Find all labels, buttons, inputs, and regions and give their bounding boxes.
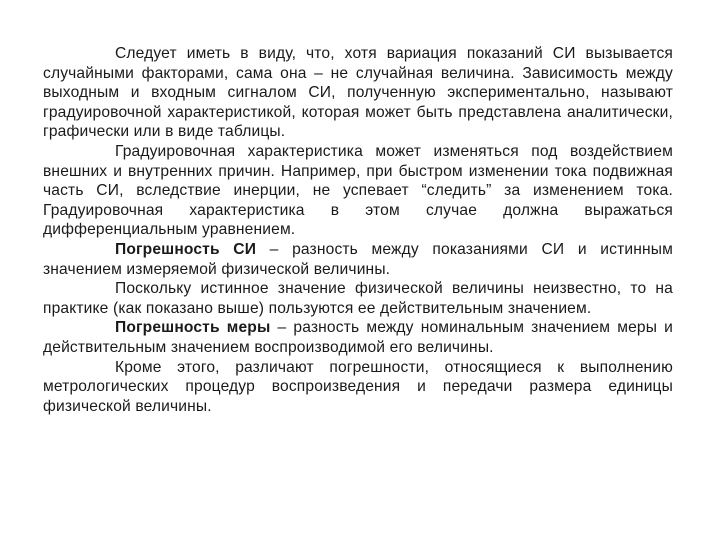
definition-measure-error: – разность между номинальным значением меры и действительным значением воспроизводимой его величины. [43, 319, 674, 356]
paragraph-procedure-errors: Кроме этого, различают погрешности, относящиеся к выполнению метрологических процедур воспроизведения и передачи размера единицы физической величины. [43, 358, 673, 415]
definition-instrument-error: – разность между показаниями СИ и истинным значением измеряемой физической величины. [43, 240, 673, 278]
paragraph-true-value: Поскольку истинное значение физической величины неизвестно, то на практике (как показано выше) пользуются ее действительным значением. [43, 280, 673, 317]
paragraph-measure-error [43, 318, 673, 357]
paragraph-calibration-characteristic: Градуировочная характеристика может изменяться под воздействием внешних и внутренних причин. Например, при быстром изменении тока подвижная часть СИ, вследствие инерции, не успевает “следить” за изменением тока. Градуировочная характеристика в этом случае должна выражаться дифференциальным уравнением. [43, 142, 673, 239]
term-measure-error: Погрешность меры [115, 319, 271, 337]
term-instrument-error: Погрешность СИ [115, 240, 257, 258]
document-body [43, 44, 673, 416]
paragraph-instrument-error [43, 240, 673, 279]
paragraph-variation: Следует иметь в виду, что, хотя вариация показаний СИ вызывается случайными факторами, сама она – не случайная величина. Зависимость между выходным и входным сигналом СИ, полученную экспериментально, называют градуировочной характеристикой, которая может быть представлена аналитически, графически или в виде таблицы. [43, 45, 673, 141]
